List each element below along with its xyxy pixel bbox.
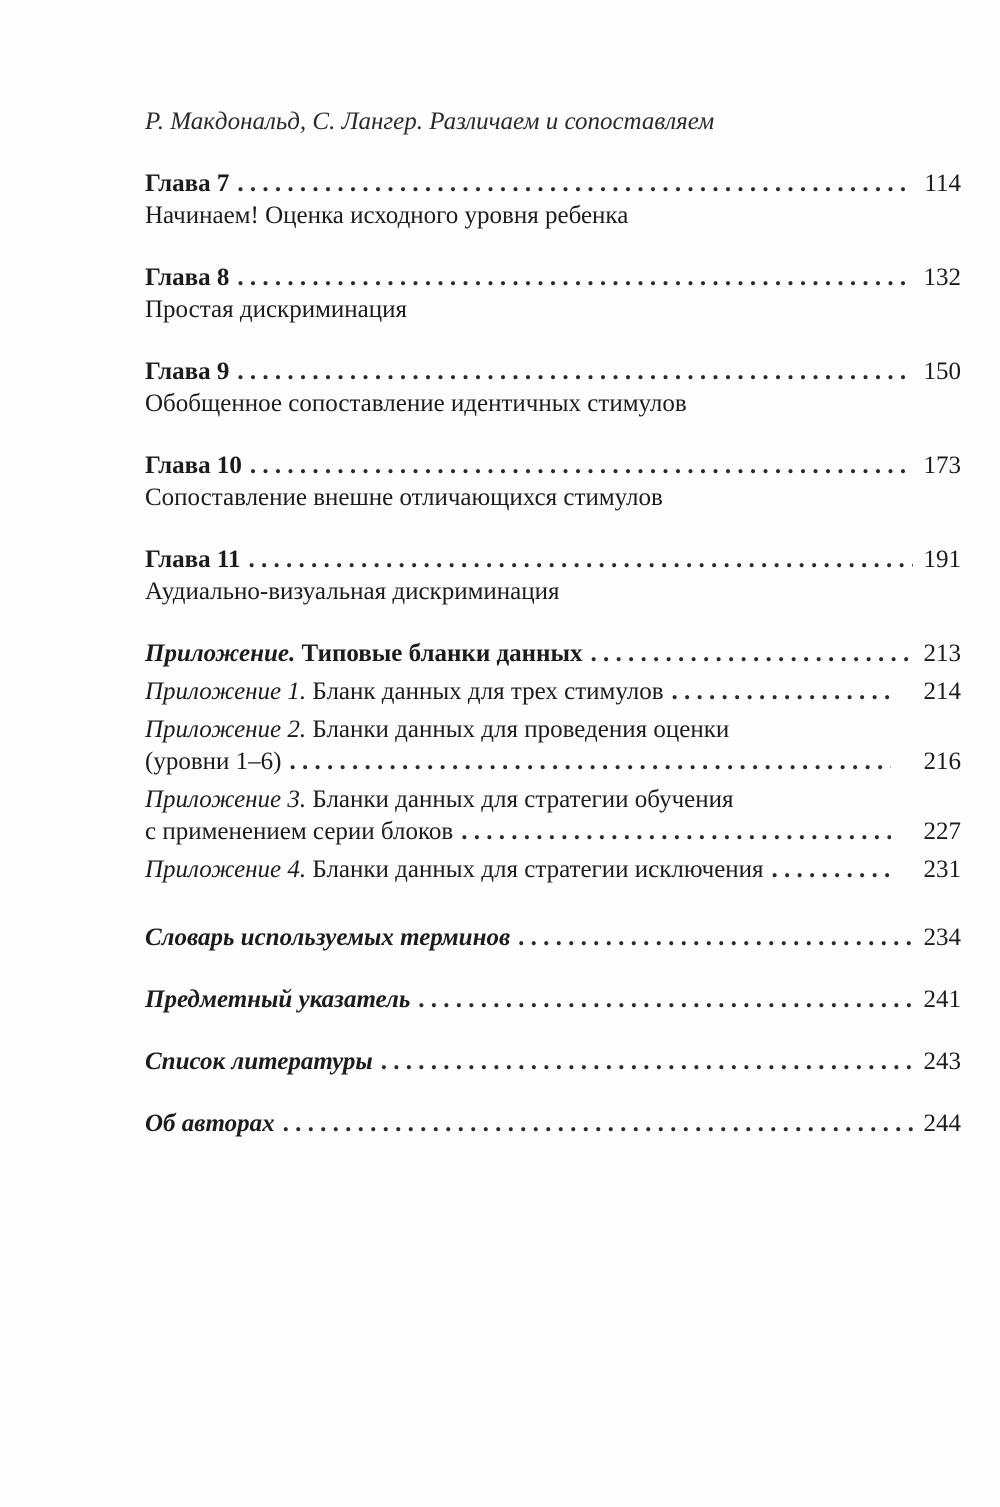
leader-dots — [237, 170, 913, 198]
toc-entry-appendix-2 — [145, 748, 961, 782]
appendix-item-text: Бланк данных для трех стимулов — [306, 678, 664, 705]
toc-entry-title: Глава 11 — [145, 546, 241, 573]
toc-entry-page: 241 — [923, 986, 961, 1013]
toc-entry-page: 132 — [923, 264, 961, 291]
toc-entry-title: Глава 10 — [145, 452, 242, 479]
leader-dots — [672, 678, 891, 706]
leader-dots — [250, 452, 913, 480]
toc-entry-page: 227 — [923, 818, 961, 845]
toc-entry-title: Список литературы — [145, 1048, 373, 1075]
running-header: Р. Макдональд, С. Лангер. Различаем и сопоставляем — [145, 108, 715, 135]
toc-entry-title: Предметный указатель — [145, 986, 411, 1013]
toc-entry-appendix-4 — [145, 856, 961, 890]
toc-entry-subtitle: Обобщенное сопоставление идентичных стимулов — [145, 390, 687, 417]
toc-entry-page: 243 — [923, 1048, 961, 1075]
toc-entry-page: 231 — [923, 856, 961, 883]
toc-entry-page: 244 — [923, 1110, 961, 1137]
leader-dots — [237, 264, 913, 292]
toc-entry-page: 214 — [923, 678, 961, 705]
leader-dots — [461, 818, 891, 846]
appendix-item-label: Приложение 2. — [145, 716, 307, 743]
leader-dots — [248, 546, 913, 574]
toc-entry-chapter-11 — [145, 546, 961, 580]
appendix-item-text-continued: (уровни 1–6) — [145, 748, 282, 775]
toc-entry-subtitle: Начинаем! Оценка исходного уровня ребенка — [145, 202, 629, 229]
toc-entry-title — [145, 678, 672, 706]
toc-entry-title — [145, 640, 590, 668]
toc-entry-index — [145, 986, 961, 1020]
toc-entry-appendix-3-line-1 — [145, 786, 734, 814]
toc-entry-subtitle: Простая дискриминация — [145, 296, 407, 323]
toc-entry-subtitle: Аудиально-визуальная дискриминация — [145, 578, 560, 605]
appendix-item-text: Бланки данных для стратегии исключения — [306, 856, 764, 883]
leader-dots — [289, 748, 891, 776]
leader-dots — [237, 358, 913, 386]
toc-entry-chapter-7 — [145, 170, 961, 204]
appendix-title: Типовые бланки данных — [295, 640, 583, 667]
leader-dots — [283, 1110, 913, 1138]
toc-entry-page: 150 — [923, 358, 961, 385]
toc-entry-page: 213 — [923, 640, 961, 667]
toc-entry-subtitle: Сопоставление внешне отличающихся стимулов — [145, 484, 663, 511]
toc-entry-page: 173 — [923, 452, 961, 479]
toc-entry-title: Об авторах — [145, 1110, 275, 1137]
leader-dots — [590, 640, 913, 668]
toc-entry-page: 114 — [924, 170, 961, 197]
toc-entry-references — [145, 1048, 961, 1082]
appendix-item-text-continued: с применением серии блоков — [145, 818, 454, 845]
toc-entry-page: 234 — [923, 924, 961, 951]
toc-entry-appendix-2-line-1 — [145, 716, 729, 744]
toc-entry-about-authors — [145, 1110, 961, 1144]
appendix-item-text: Бланки данных для проведения оценки — [306, 716, 730, 743]
appendix-label: Приложение. — [145, 640, 296, 667]
leader-dots — [381, 1048, 913, 1076]
toc-entry-appendix-3 — [145, 818, 961, 852]
toc-entry-title — [145, 856, 772, 884]
toc-entry-page: 216 — [923, 748, 961, 775]
appendix-item-text: Бланки данных для стратегии обучения — [306, 786, 734, 813]
toc-entry-glossary — [145, 924, 961, 958]
toc-entry-page: 191 — [923, 546, 961, 573]
toc-entry-chapter-10 — [145, 452, 961, 486]
toc-entry-appendix-1 — [145, 678, 961, 712]
appendix-item-label: Приложение 1. — [145, 678, 307, 705]
leader-dots — [772, 856, 891, 884]
toc-entry-title: Словарь используемых терминов — [145, 924, 511, 951]
toc-entry-chapter-8 — [145, 264, 961, 298]
appendix-item-label: Приложение 4. — [145, 856, 307, 883]
toc-entry-title: Глава 9 — [145, 358, 230, 385]
leader-dots — [418, 986, 913, 1014]
toc-entry-chapter-9 — [145, 358, 961, 392]
toc-entry-title: Глава 7 — [145, 170, 230, 197]
leader-dots — [518, 924, 913, 952]
toc-entry-title: Глава 8 — [145, 264, 230, 291]
appendix-item-label: Приложение 3. — [145, 786, 307, 813]
toc-entry-appendix — [145, 640, 961, 674]
